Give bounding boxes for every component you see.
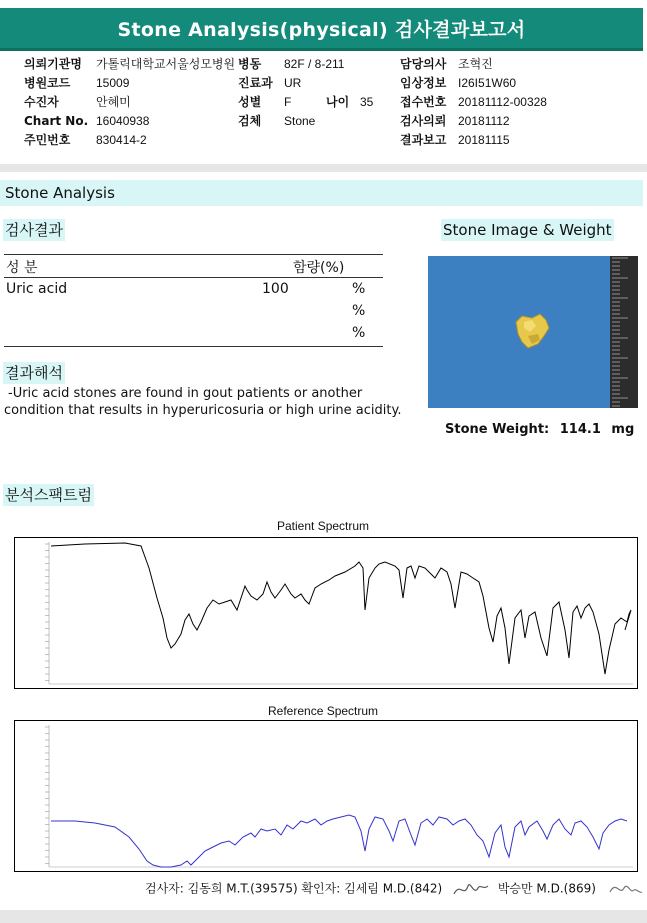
specimen-value: Stone [284, 114, 316, 128]
patient-spectrum-chart [14, 537, 638, 689]
row-1-component: Uric acid [6, 281, 68, 297]
reference-spectrum-svg [15, 721, 637, 871]
stone-weight-value: 114.1 [559, 422, 601, 437]
footer-confirmer-2: 박승만 M.D.(869) [497, 881, 596, 896]
interpretation-line-1: -Uric acid stones are found in gout patients or another [8, 386, 363, 401]
report-title: Stone Analysis(physical) 검사결과보고서 [117, 18, 526, 41]
patient-spectrum-svg [15, 538, 637, 688]
clinical-info-label: 임상정보 [400, 76, 447, 90]
chart-no-value: 16040938 [96, 114, 150, 128]
ruler [610, 256, 638, 408]
footer-signatures [145, 878, 644, 900]
dept-label: 진료과 [238, 76, 273, 90]
table-header-rule [4, 277, 383, 278]
report-title-bar [0, 8, 643, 48]
table-top-rule [4, 254, 383, 255]
doctor-value: 조혁진 [458, 57, 493, 71]
institution-label: 의뢰기관명 [24, 57, 82, 71]
request-date-label: 검사의뢰 [400, 114, 447, 128]
patient-spectrum-title: Patient Spectrum [277, 519, 370, 533]
reference-spectrum-title: Reference Spectrum [268, 704, 379, 718]
stone-analysis-band [0, 180, 643, 206]
row-2-unit: % [352, 303, 366, 319]
spectrum-section-title: 분석스팩트럼 [5, 486, 92, 504]
id-number-value: 830414-2 [96, 133, 147, 147]
interpretation-title: 결과해석 [5, 364, 63, 382]
receipt-no-value: 20181112-00328 [458, 95, 547, 109]
ward-value: 82F / 8-211 [284, 57, 345, 71]
stone-analysis-title: Stone Analysis [5, 184, 115, 202]
dept-value: UR [284, 76, 302, 90]
section-divider [0, 164, 647, 172]
row-1-unit: % [352, 281, 366, 297]
recipient-value: 안혜미 [96, 95, 131, 109]
interpretation-line-2: condition that results in hyperuricosuria or high urine acidity. [4, 403, 402, 418]
info-col-left [24, 55, 235, 150]
report-date-value: 20181115 [458, 133, 510, 147]
bottom-strip [0, 910, 647, 923]
stone-weight-unit: mg [611, 422, 635, 437]
chart-no-label: Chart No. [24, 114, 89, 128]
stone-photo [428, 256, 638, 408]
sex-value: F [284, 95, 292, 109]
specimen-label: 검체 [238, 114, 262, 128]
title-underline [0, 48, 643, 51]
results-title: 검사결과 [5, 221, 63, 239]
request-date-value: 20181112 [458, 114, 510, 128]
report-date-label: 결과보고 [400, 133, 447, 147]
recipient-label: 수진자 [24, 95, 59, 109]
receipt-no-label: 접수번호 [400, 95, 447, 109]
stone-weight-label: Stone Weight: [445, 422, 550, 437]
stone-weight [445, 422, 634, 437]
hospital-code-label: 병원코드 [24, 76, 71, 90]
id-number-label: 주민번호 [24, 133, 71, 147]
info-col-middle [238, 55, 373, 131]
col-header-content: 함량(%) [293, 260, 345, 276]
table-bottom-rule [4, 346, 383, 347]
doctor-label: 담당의사 [400, 57, 447, 71]
info-col-right [400, 55, 547, 150]
ward-label: 병동 [238, 57, 262, 71]
age-label: 나이 [326, 95, 350, 109]
patient-spectrum-line [51, 543, 631, 674]
row-3-unit: % [352, 325, 366, 341]
reference-spectrum-chart [14, 720, 638, 872]
row-1-value: 100 [262, 281, 289, 297]
col-header-component: 성 분 [6, 260, 38, 276]
signature-2-icon [604, 878, 644, 900]
clinical-info-value: I26I51W60 [458, 76, 517, 90]
age-value: 35 [360, 95, 374, 109]
patient-axis-ticks [45, 542, 633, 684]
signature-1-icon [450, 878, 490, 900]
sex-label: 성별 [238, 95, 262, 109]
footer-tester: 검사자: 김동희 M.T.(39575) 확인자: 김세림 M.D.(842) [145, 881, 443, 896]
institution-value: 가톨릭대학교서울성모병원 [96, 57, 236, 71]
reference-axis-ticks [45, 725, 633, 867]
hospital-code-value: 15009 [96, 76, 130, 90]
reference-spectrum-line [51, 815, 627, 867]
stone-photo-graphic [428, 256, 638, 408]
stone-image-title: Stone Image & Weight [443, 221, 612, 239]
